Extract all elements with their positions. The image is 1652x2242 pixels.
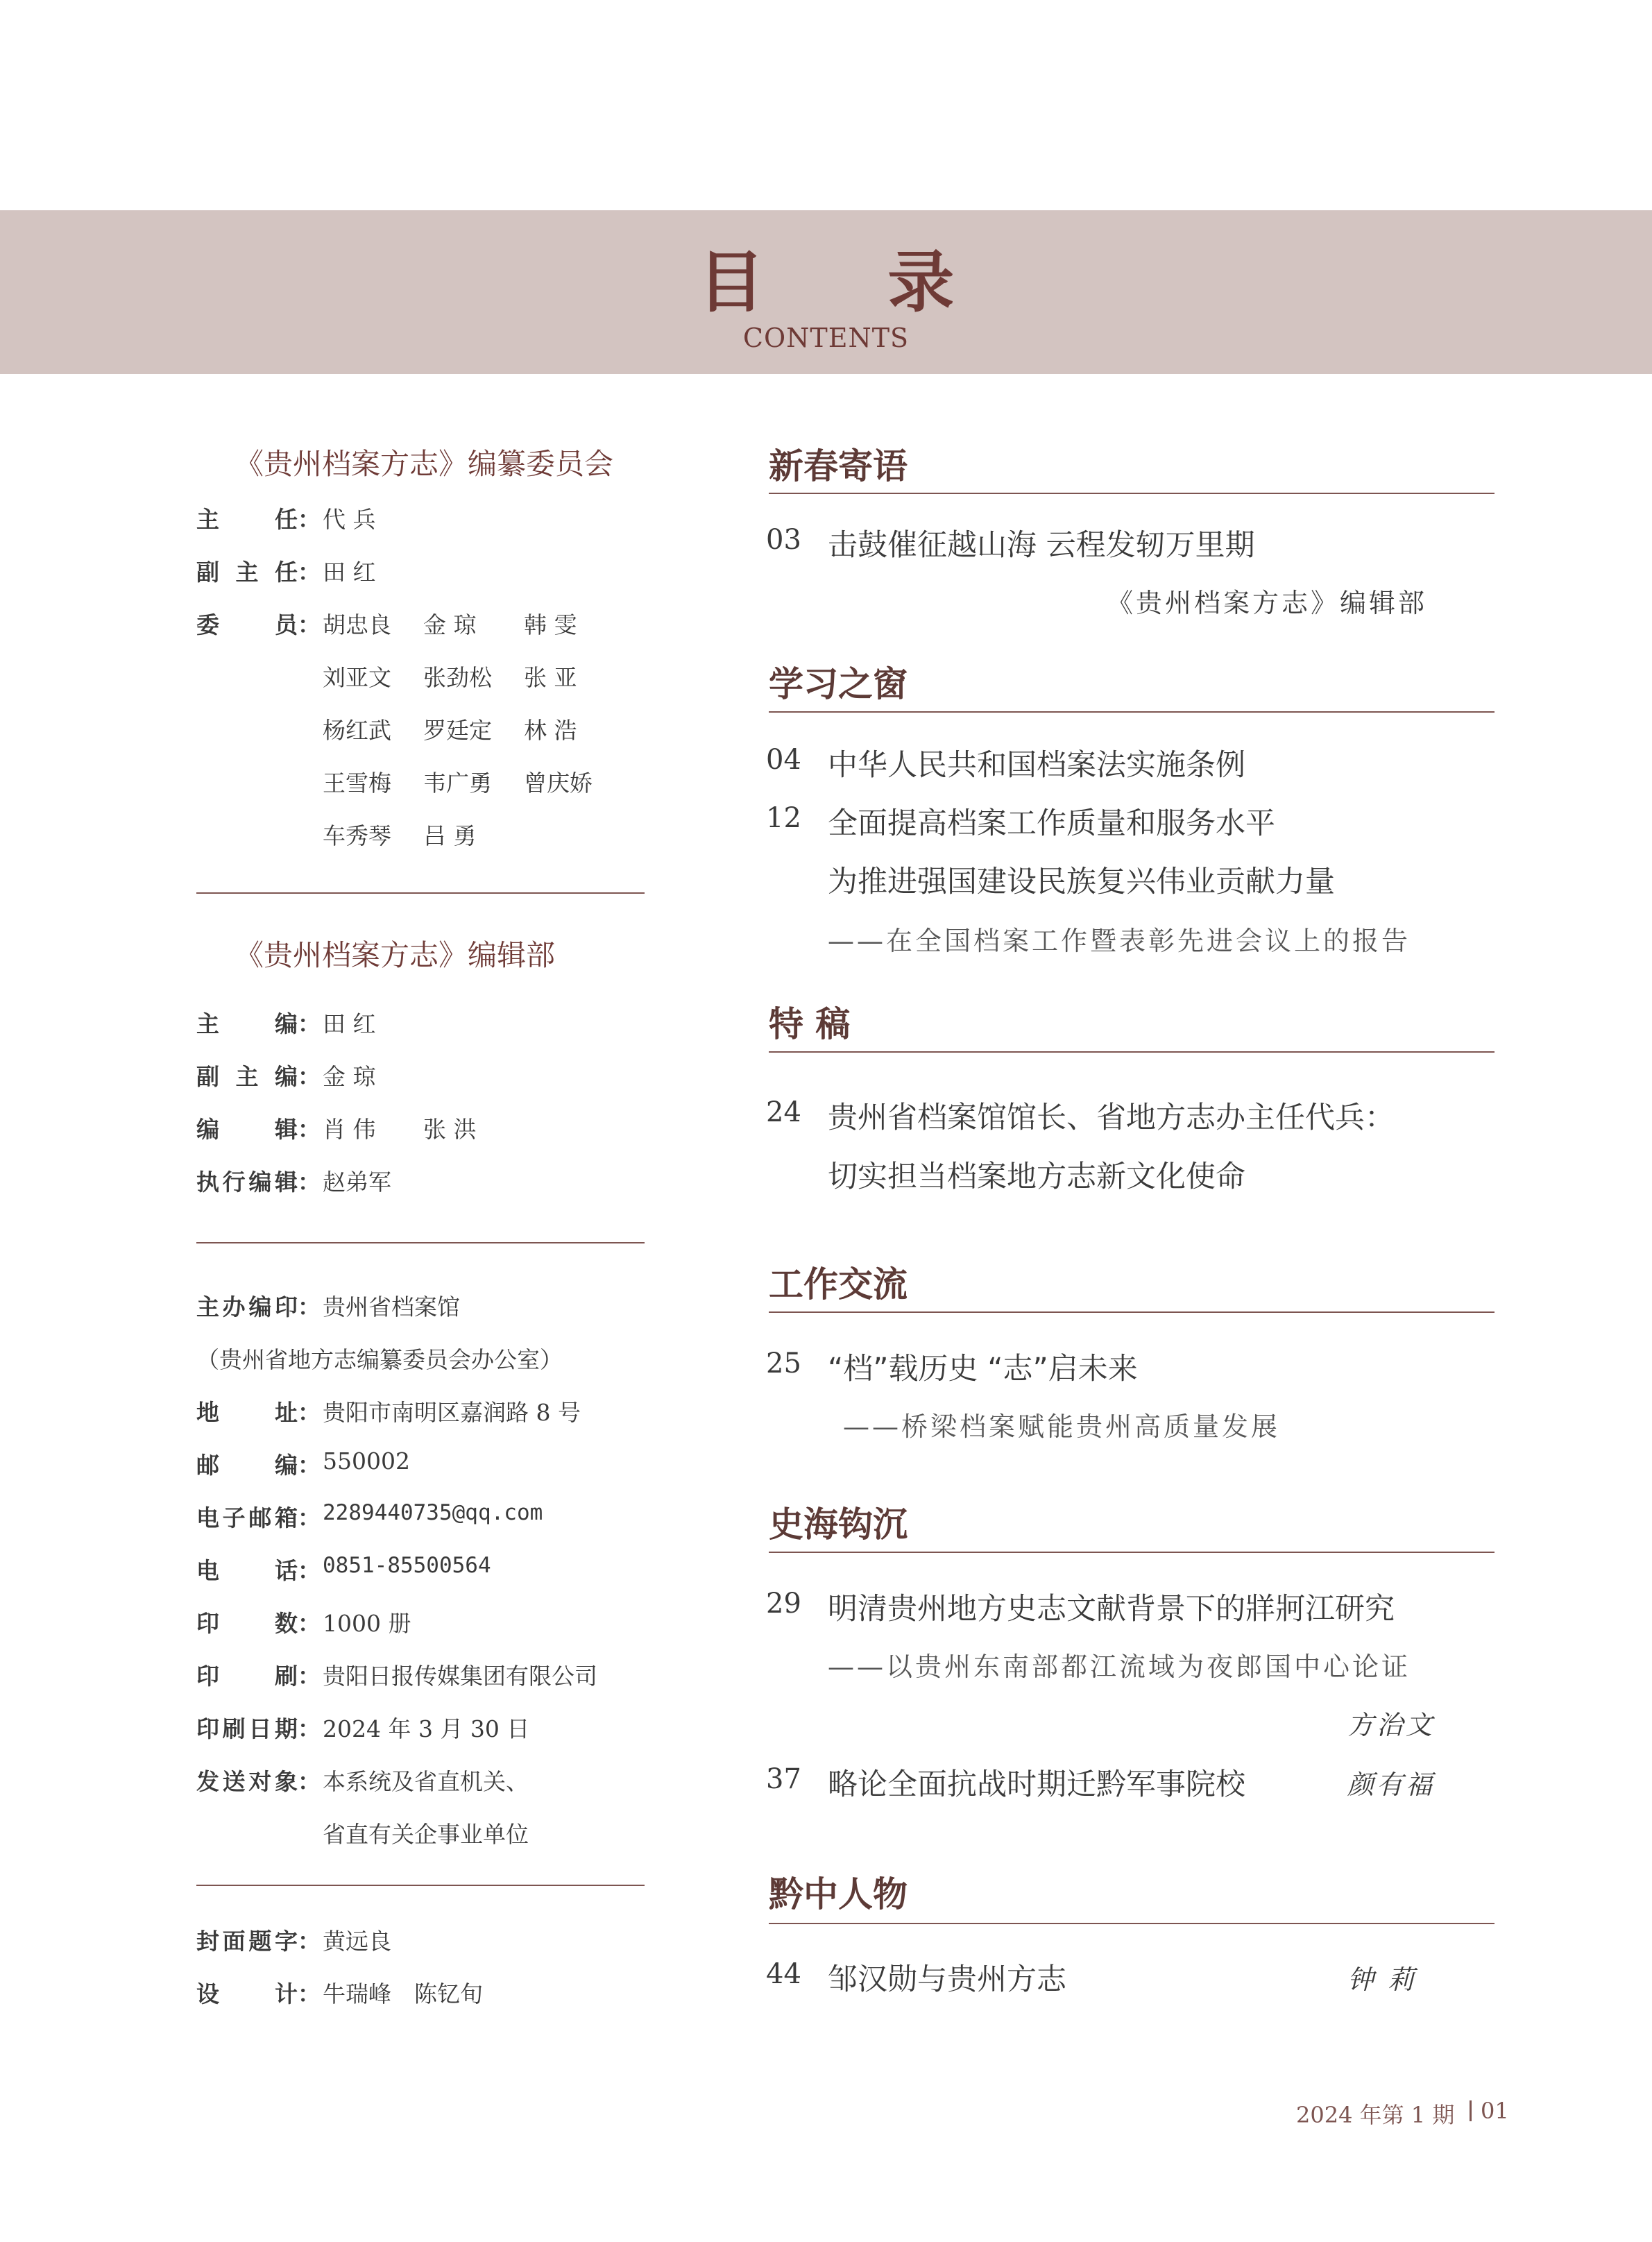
- phone-value: 0851-85500564: [323, 1553, 491, 1578]
- toc-entry-title[interactable]: 中华人民共和国档案法实施条例: [828, 748, 1245, 783]
- toc-entry-title-cont[interactable]: 为推进强国建设民族复兴伟业贡献力量: [828, 865, 1335, 899]
- distribution-label: 发送对象：: [196, 1768, 321, 1795]
- sponsor-label: 主办编印：: [196, 1293, 321, 1320]
- editorial-row-names: 金 琼: [323, 1063, 376, 1090]
- distribution-value: 省直有关企事业单位: [323, 1821, 529, 1848]
- editorial-heading: 《贵州档案方志》编辑部: [235, 938, 556, 972]
- committee-row-names: 车秀琴 吕 勇: [323, 822, 477, 849]
- printer-value: 贵阳日报传媒集团有限公司: [323, 1663, 597, 1690]
- toc-page-number: 44: [766, 1958, 801, 1990]
- toc-entry-title[interactable]: 贵州省档案馆馆长、省地方志办主任代兵：: [828, 1101, 1395, 1135]
- toc-entry-author: 《贵州档案方志》编辑部: [1107, 588, 1428, 618]
- page-subtitle: CONTENTS: [742, 323, 910, 353]
- toc-page-number: 29: [766, 1588, 801, 1620]
- section-title: 特 稿: [769, 1003, 851, 1044]
- section-title: 学习之窗: [769, 663, 908, 704]
- contents-banner: [0, 210, 1652, 374]
- print-date-value: 2024 年 3 月 30 日: [323, 1715, 530, 1742]
- issue-label: 2024 年第 1 期: [1296, 2102, 1455, 2128]
- section-rule: [769, 1311, 1495, 1313]
- postcode-label: 邮编：: [196, 1452, 321, 1479]
- toc-entry-author: 方治文: [1347, 1710, 1436, 1740]
- page-title: 目 录: [697, 243, 1005, 321]
- committee-row-label: 主任：: [196, 506, 321, 533]
- printer-label: 印刷：: [196, 1663, 321, 1690]
- editorial-row-label: 编辑：: [196, 1116, 321, 1143]
- sponsor-value: 贵州省档案馆: [323, 1293, 460, 1320]
- section-title: 工作交流: [769, 1264, 908, 1305]
- toc-entry-title[interactable]: 全面提高档案工作质量和服务水平: [828, 806, 1275, 841]
- editorial-row-names: 肖 伟 张 洪: [323, 1116, 477, 1143]
- section-rule: [769, 1051, 1495, 1053]
- email-value[interactable]: 2289440735@qq.com: [323, 1500, 543, 1525]
- copies-label: 印数：: [196, 1610, 321, 1637]
- cover-calligraphy-label: 封面题字：: [196, 1928, 321, 1955]
- section-rule: [769, 493, 1495, 494]
- address-label: 地址：: [196, 1399, 321, 1426]
- toc-entry-subtitle: ——以贵州东南部都江流域为夜郎国中心论证: [828, 1651, 1411, 1682]
- section-rule: [769, 1923, 1495, 1924]
- committee-row-label: 委员：: [196, 611, 321, 638]
- toc-entry-title[interactable]: 略论全面抗战时期迁黔军事院校: [828, 1767, 1245, 1802]
- toc-page-number: 12: [766, 802, 801, 834]
- committee-row-names: 刘亚文 张劲松 张 亚: [323, 664, 577, 691]
- toc-page-number: 03: [766, 524, 801, 556]
- committee-row-label: 副主任：: [196, 559, 321, 586]
- toc-entry-subtitle: ——在全国档案工作暨表彰先进会议上的报告: [828, 926, 1411, 956]
- toc-entry-author: 钟 莉: [1347, 1964, 1417, 1995]
- divider: [196, 1885, 645, 1886]
- committee-row-names: 田 红: [323, 559, 376, 586]
- committee-row-names: 胡忠良 金 琼 韩 雯: [323, 611, 577, 638]
- editorial-row-label: 执行编辑：: [196, 1169, 321, 1196]
- editorial-row-names: 赵弟军: [323, 1169, 391, 1196]
- phone-label: 电话：: [196, 1557, 321, 1584]
- email-label: 电子邮箱：: [196, 1504, 321, 1531]
- editorial-row-label: 主编：: [196, 1010, 321, 1037]
- footer-divider: [1470, 2100, 1472, 2121]
- toc-entry-subtitle: ——桥梁档案赋能贵州高质量发展: [843, 1411, 1281, 1442]
- toc-entry-title[interactable]: 明清贵州地方史志文献背景下的牂牁江研究: [828, 1592, 1395, 1627]
- committee-row-names: 代 兵: [323, 506, 376, 533]
- divider: [196, 892, 645, 894]
- toc-page-number: 04: [766, 744, 801, 776]
- sponsor-note: （贵州省地方志编纂委员会办公室）: [196, 1346, 563, 1373]
- toc-page-number: 25: [766, 1348, 801, 1379]
- section-title: 史海钩沉: [769, 1504, 908, 1545]
- toc-entry-title[interactable]: 邹汉勋与贵州方志: [828, 1962, 1066, 1997]
- design-label: 设计：: [196, 1980, 321, 2007]
- editorial-row-label: 副主编：: [196, 1063, 321, 1090]
- toc-page-number: 37: [766, 1763, 801, 1795]
- toc-entry-title-cont[interactable]: 切实担当档案地方志新文化使命: [828, 1160, 1245, 1194]
- section-title: 新春寄语: [769, 445, 908, 486]
- committee-row-names: 杨红武 罗廷定 林 浩: [323, 717, 577, 744]
- toc-entry-title[interactable]: 击鼓催征越山海 云程发轫万里期: [828, 528, 1255, 563]
- page-number: 01: [1481, 2098, 1509, 2124]
- committee-heading: 《贵州档案方志》编纂委员会: [235, 447, 614, 481]
- address-value: 贵阳市南明区嘉润路 8 号: [323, 1399, 581, 1426]
- toc-entry-title[interactable]: “档”载历史 “志”启未来: [828, 1352, 1138, 1386]
- design-value: 牛瑞峰 陈钇旬: [323, 1980, 483, 2007]
- copies-value: 1000 册: [323, 1610, 411, 1637]
- distribution-value: 本系统及省直机关、: [323, 1768, 529, 1795]
- divider: [196, 1242, 645, 1243]
- editorial-row-names: 田 红: [323, 1010, 376, 1037]
- cover-calligraphy-value: 黄远良: [323, 1928, 391, 1955]
- print-date-label: 印刷日期：: [196, 1715, 321, 1742]
- section-rule: [769, 1552, 1495, 1553]
- section-rule: [769, 711, 1495, 713]
- toc-entry-author: 颜有福: [1347, 1769, 1436, 1800]
- committee-row-names: 王雪梅 韦广勇 曾庆娇: [323, 770, 593, 797]
- section-title: 黔中人物: [769, 1874, 908, 1914]
- postcode-value: 550002: [323, 1447, 410, 1475]
- toc-page-number: 24: [766, 1096, 801, 1128]
